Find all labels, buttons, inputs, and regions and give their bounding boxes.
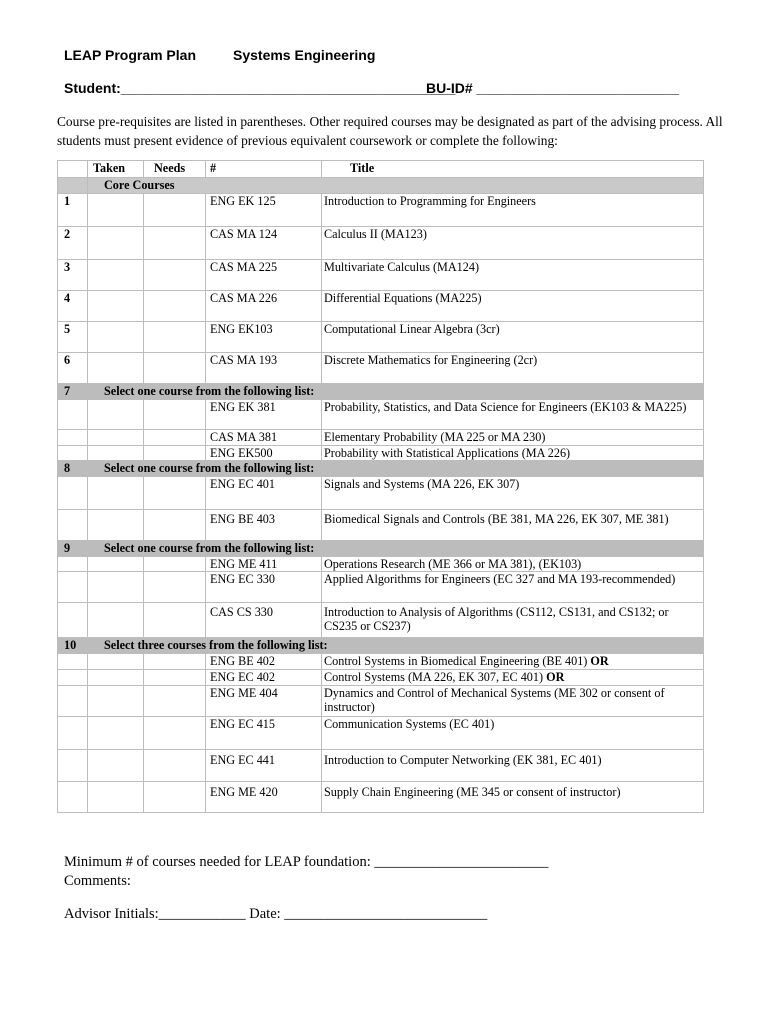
needs-checkbox[interactable] <box>144 430 206 446</box>
student-line <box>64 80 679 96</box>
needs-checkbox[interactable] <box>144 227 206 260</box>
taken-checkbox[interactable] <box>88 194 144 227</box>
buid-field[interactable]: BU-ID# __________________________ <box>426 80 679 96</box>
taken-checkbox[interactable] <box>88 400 144 430</box>
needs-checkbox[interactable] <box>144 291 206 322</box>
table-row: ENG BE 402 Control Systems in Biomedical Engineering (BE 401) OR <box>58 654 704 670</box>
needs-checkbox[interactable] <box>144 557 206 572</box>
core-courses-label: Core Courses <box>88 178 704 194</box>
taken-checkbox[interactable] <box>88 670 144 686</box>
needs-checkbox[interactable] <box>144 194 206 227</box>
header-taken: Taken <box>88 161 144 178</box>
needs-checkbox[interactable] <box>144 654 206 670</box>
core-courses-row <box>58 178 704 194</box>
needs-checkbox[interactable] <box>144 717 206 750</box>
needs-checkbox[interactable] <box>144 260 206 291</box>
table-row: ENG EC 330 Applied Algorithms for Engineers (EC 327 and MA 193-recommended) <box>58 572 704 603</box>
group-8-header: 8 Select one course from the following list: <box>58 461 704 477</box>
taken-checkbox[interactable] <box>88 430 144 446</box>
footer <box>64 853 548 924</box>
table-row: CAS MA 381 Elementary Probability (MA 225 or MA 230) <box>58 430 704 446</box>
needs-checkbox[interactable] <box>144 782 206 813</box>
intro-text: Course pre-requisites are listed in parentheses. Other required courses may be designated as part of the advising process. All students must present evidence of previous equivalent coursework or complete the following: <box>57 114 723 148</box>
header-number: # <box>206 161 322 178</box>
table-row: ENG EC 401 Signals and Systems (MA 226, EK 307) <box>58 477 704 510</box>
table-row: ENG ME 404 Dynamics and Control of Mechanical Systems (ME 302 or consent of instructor) <box>58 686 704 717</box>
department-title: Systems Engineering <box>233 47 376 63</box>
table-row: ENG EC 402 Control Systems (MA 226, EK 307, EC 401) OR <box>58 670 704 686</box>
taken-checkbox[interactable] <box>88 603 144 638</box>
table-row: ENG EK 381 Probability, Statistics, and Data Science for Engineers (EK103 & MA225) <box>58 400 704 430</box>
needs-checkbox[interactable] <box>144 477 206 510</box>
taken-checkbox[interactable] <box>88 572 144 603</box>
needs-checkbox[interactable] <box>144 572 206 603</box>
taken-checkbox[interactable] <box>88 782 144 813</box>
taken-checkbox[interactable] <box>88 510 144 541</box>
table-row: ENG BE 403 Biomedical Signals and Controls (BE 381, MA 226, EK 307, ME 381) <box>58 510 704 541</box>
needs-checkbox[interactable] <box>144 686 206 717</box>
student-field[interactable]: Student:___________________________________________ <box>64 80 456 96</box>
taken-checkbox[interactable] <box>88 477 144 510</box>
group-7-header: 7 Select one course from the following list: <box>58 384 704 400</box>
needs-checkbox[interactable] <box>144 322 206 353</box>
table-row: 3 CAS MA 225 Multivariate Calculus (MA124) <box>58 260 704 291</box>
table-row: ENG ME 420 Supply Chain Engineering (ME 345 or consent of instructor) <box>58 782 704 813</box>
taken-checkbox[interactable] <box>88 686 144 717</box>
table-row: 6 CAS MA 193 Discrete Mathematics for Engineering (2cr) <box>58 353 704 384</box>
table-row: ENG ME 411 Operations Research (ME 366 or MA 381), (EK103) <box>58 557 704 572</box>
table-row: 5 ENG EK103 Computational Linear Algebra (3cr) <box>58 322 704 353</box>
table-row: 4 CAS MA 226 Differential Equations (MA225) <box>58 291 704 322</box>
taken-checkbox[interactable] <box>88 353 144 384</box>
needs-checkbox[interactable] <box>144 603 206 638</box>
taken-checkbox[interactable] <box>88 717 144 750</box>
comments-label: Comments: <box>64 873 131 889</box>
needs-checkbox[interactable] <box>144 353 206 384</box>
advisor-date-field[interactable]: Advisor Initials:____________ Date: ____________________________ <box>64 906 488 922</box>
taken-checkbox[interactable] <box>88 291 144 322</box>
program-title: LEAP Program Plan <box>64 47 197 63</box>
header-title: Title <box>322 161 704 178</box>
taken-checkbox[interactable] <box>88 654 144 670</box>
taken-checkbox[interactable] <box>88 260 144 291</box>
table-header-row <box>58 161 704 178</box>
taken-checkbox[interactable] <box>88 322 144 353</box>
needs-checkbox[interactable] <box>144 510 206 541</box>
group-9-header: 9 Select one course from the following list: <box>58 541 704 557</box>
table-row: 2 CAS MA 124 Calculus II (MA123) <box>58 227 704 260</box>
minimum-courses-field[interactable]: Minimum # of courses needed for LEAP foundation: ________________________ <box>64 854 549 870</box>
group-10-header: 10 Select three courses from the following list: <box>58 638 704 654</box>
table-row: CAS CS 330 Introduction to Analysis of Algorithms (CS112, CS131, and CS132; or CS235 or CS237) <box>58 603 704 638</box>
course-table <box>57 160 704 813</box>
taken-checkbox[interactable] <box>88 750 144 782</box>
needs-checkbox[interactable] <box>144 750 206 782</box>
taken-checkbox[interactable] <box>88 446 144 461</box>
or-label: OR <box>546 670 565 684</box>
needs-checkbox[interactable] <box>144 400 206 430</box>
taken-checkbox[interactable] <box>88 557 144 572</box>
needs-checkbox[interactable] <box>144 446 206 461</box>
header-needs: Needs <box>144 161 206 178</box>
table-row: ENG EC 441 Introduction to Computer Networking (EK 381, EC 401) <box>58 750 704 782</box>
needs-checkbox[interactable] <box>144 670 206 686</box>
taken-checkbox[interactable] <box>88 227 144 260</box>
table-row: 1 ENG EK 125 Introduction to Programming for Engineers <box>58 194 704 227</box>
or-label: OR <box>590 654 609 668</box>
table-row: ENG EK500 Probability with Statistical Applications (MA 226) <box>58 446 704 461</box>
table-row: ENG EC 415 Communication Systems (EC 401) <box>58 717 704 750</box>
